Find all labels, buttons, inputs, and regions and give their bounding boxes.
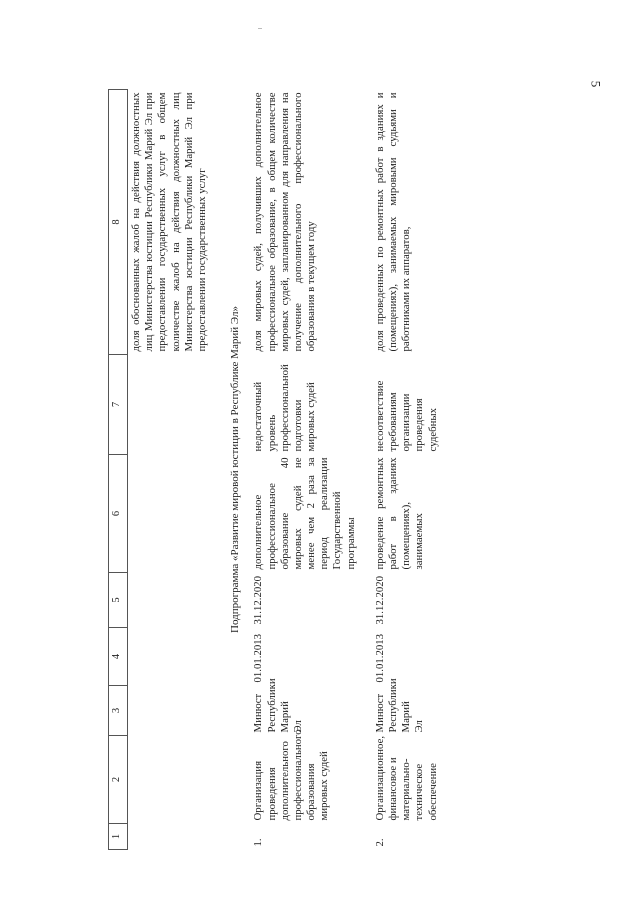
col-number-1: 1 bbox=[109, 824, 128, 850]
col-number-7: 7 bbox=[109, 355, 128, 455]
row-number: 2. bbox=[373, 838, 386, 847]
rotated-table-sheet bbox=[108, 90, 548, 850]
indicator-cell: доля проведенных по ремонтных работ в зданиях и (помещениях), занимаемых мировыми судьями и работниками их аппаратов, bbox=[373, 92, 413, 352]
continued-row bbox=[128, 90, 212, 850]
col-number-6: 6 bbox=[109, 455, 128, 573]
consequence: недостаточный уровень профессиональной подготовки мировых судей bbox=[252, 364, 318, 452]
scan-mark bbox=[258, 28, 262, 29]
program-table bbox=[108, 89, 442, 850]
start-date: 01.01.2013 bbox=[252, 633, 265, 683]
expected-result: дополнительное профессиональное образование 40 мировых судей не менее чем 2 раза за период реализации Государственной программы bbox=[252, 457, 357, 570]
column-number-row bbox=[109, 90, 128, 850]
col-number-8: 8 bbox=[109, 90, 128, 355]
col-number-3: 3 bbox=[109, 686, 128, 736]
subprogram-title: Подпрограмма «Развитие мировой юстиции в Республике Марий Эл» bbox=[229, 306, 242, 633]
indicator-cell: доля обоснованных жалоб на действия должностных лиц Министерства юстиции Республики Марий Эл при предоставлении государственных услуг в общем количестве жалоб на действия должностных лиц Министерства юстиции Республики Марий Эл при предоставлении государственных услуг bbox=[130, 92, 208, 352]
col-number-4: 4 bbox=[109, 628, 128, 686]
table-row bbox=[250, 90, 359, 850]
consequence: несоответствие требованиям организации проведения судебных bbox=[373, 380, 439, 452]
col-number-5: 5 bbox=[109, 573, 128, 628]
table-row bbox=[360, 90, 442, 850]
row-number: 1. bbox=[252, 838, 265, 847]
subprogram-row bbox=[211, 90, 250, 850]
executor: Минюст Республики Марий Эл bbox=[373, 678, 426, 733]
end-date: 31.12.2020 bbox=[252, 575, 265, 625]
start-date: 01.01.2013 bbox=[373, 633, 386, 683]
expected-result: проведение ремонтных работ в зданиях (помещениях), занимаемых bbox=[373, 457, 426, 570]
col-number-2: 2 bbox=[109, 736, 128, 824]
executor: Минюст Республики Марий Эл bbox=[252, 678, 304, 733]
indicator-cell: доля мировых судей, получивших дополнительное профессиональное образование, в общем количестве мировых судей, запланированном для направления на получение дополнительного профессионального образования в текущем году bbox=[252, 92, 318, 352]
end-date: 31.12.2020 bbox=[373, 575, 386, 625]
measure-name: Организация проведения дополнительного профессионального образования мировых судей bbox=[252, 729, 331, 821]
page-number: 5 bbox=[588, 80, 604, 88]
measure-name: Организационное, финансовое и материально-техническое обеспечение bbox=[373, 735, 439, 821]
